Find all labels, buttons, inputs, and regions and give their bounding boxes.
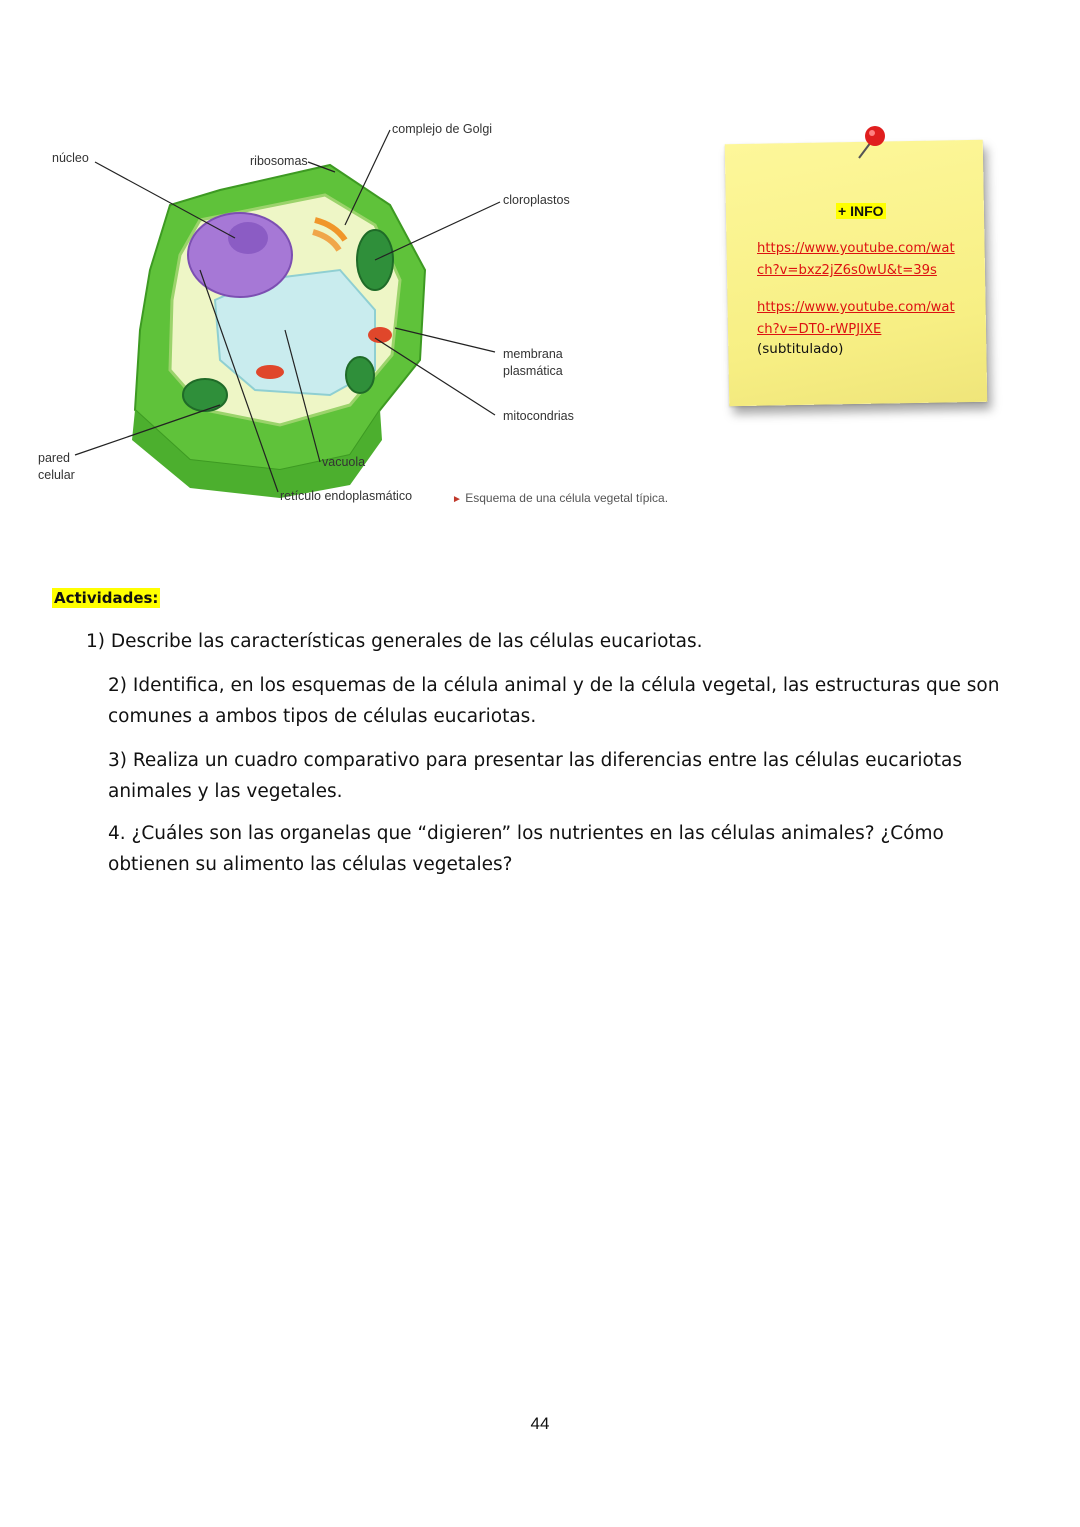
pushpin-icon — [845, 118, 895, 168]
label-membrana: membrana plasmática — [503, 347, 563, 378]
activity-1: 1) Describe las características generales de las células eucariotas. — [86, 631, 703, 652]
subtitle-note: (subtitulado) — [757, 341, 844, 357]
youtube-link-2[interactable]: https://www.youtube.com/watch?v=DT0-rWPJIXE — [757, 300, 955, 337]
youtube-link-1[interactable]: https://www.youtube.com/watch?v=bxz2jZ6s0wU&t=39s — [757, 241, 955, 278]
label-golgi: complejo de Golgi — [392, 122, 493, 136]
label-cloroplastos: cloroplastos — [503, 193, 570, 207]
label-mitocondrias: mitocondrias — [503, 409, 574, 423]
label-pared: pared celular — [38, 451, 75, 482]
label-reticulo: retículo endoplasmático — [280, 489, 413, 503]
activity-2: 2) Identifica, en los esquemas de la célula animal y de la célula vegetal, las estructuras que son comunes a ambos tipos de células eucariotas. — [108, 675, 1000, 727]
activities-title: Actividades: — [54, 589, 159, 607]
label-ribosomas: ribosomas — [250, 154, 308, 168]
activity-3: 3) Realiza un cuadro comparativo para presentar las diferencias entre las células eucariotas animales y las vegetales. — [108, 750, 963, 802]
plant-cell-diagram — [30, 110, 680, 520]
label-nucleo: núcleo — [52, 151, 89, 165]
label-vacuola: vacuola — [322, 455, 366, 469]
caption-arrow-icon: ► — [452, 494, 462, 505]
caption-text: Esquema de una célula vegetal típica. — [465, 491, 669, 505]
diagram-caption — [452, 490, 668, 508]
note-title: + INFO — [838, 203, 884, 219]
page-number: 44 — [530, 1414, 550, 1433]
activity-4: 4. ¿Cuáles son las organelas que “digieren” los nutrientes en las células animales? ¿Cómo obtienen su alimento las células vegetales? — [108, 823, 944, 875]
